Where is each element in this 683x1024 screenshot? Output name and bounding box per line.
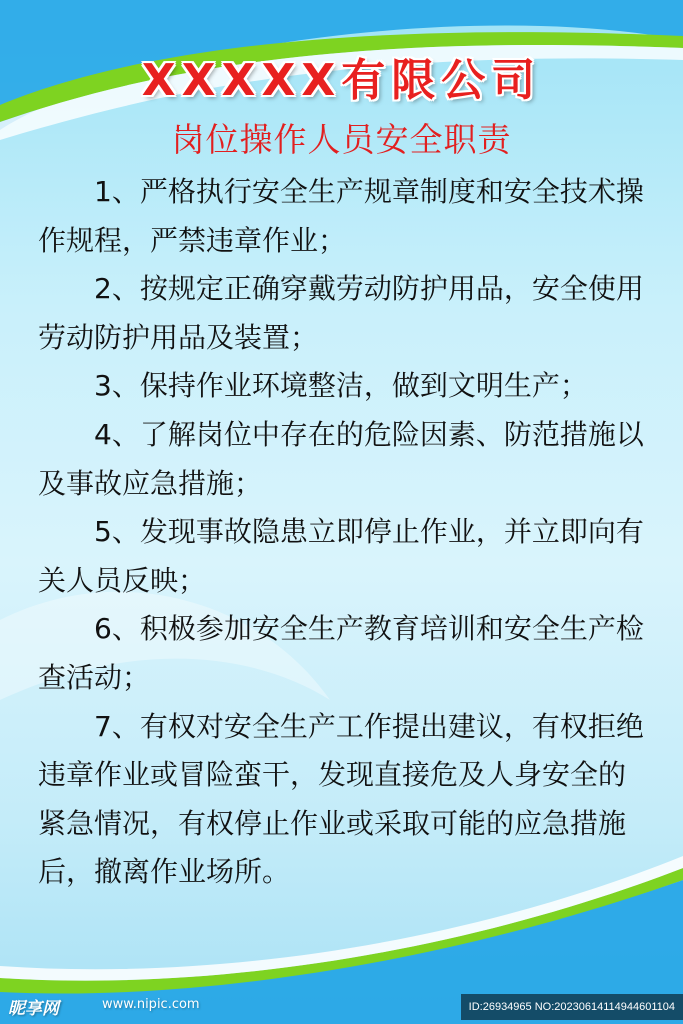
duty-item-6: 6、积极参加安全生产教育培训和安全生产检查活动； [38,612,644,694]
watermark-logo: 昵享网 [8,999,59,1019]
duty-item-2: 2、按规定正确穿戴劳动防护用品，安全使用劳动防护用品及装置； [38,272,644,354]
page-title: 岗位操作人员安全职责 [171,120,512,159]
watermark-url: www.nipic.com [102,997,200,1012]
duty-item-1: 1、严格执行安全生产规章制度和安全技术操作规程，严禁违章作业； [38,175,644,257]
duty-item-5: 5、发现事故隐患立即停止作业，并立即向有关人员反映； [38,515,644,597]
duty-item-7: 7、有权对安全生产工作提出建议，有权拒绝违章作业或冒险蛮干，发现直接危及人身安全的紧急情况，有权停止作业或采取可能的应急措施后，撤离作业场所。 [38,709,644,889]
duty-item-3: 3、保持作业环境整洁，做到文明生产； [94,369,588,403]
duties-list [38,168,648,897]
duty-item-4: 4、了解岗位中存在的危险因素、防范措施以及事故应急措施； [38,417,644,500]
company-title: XXXXX有限公司 [141,55,542,106]
image-id-bar: ID:26934965 NO:20230614114944601104 [461,994,683,1020]
